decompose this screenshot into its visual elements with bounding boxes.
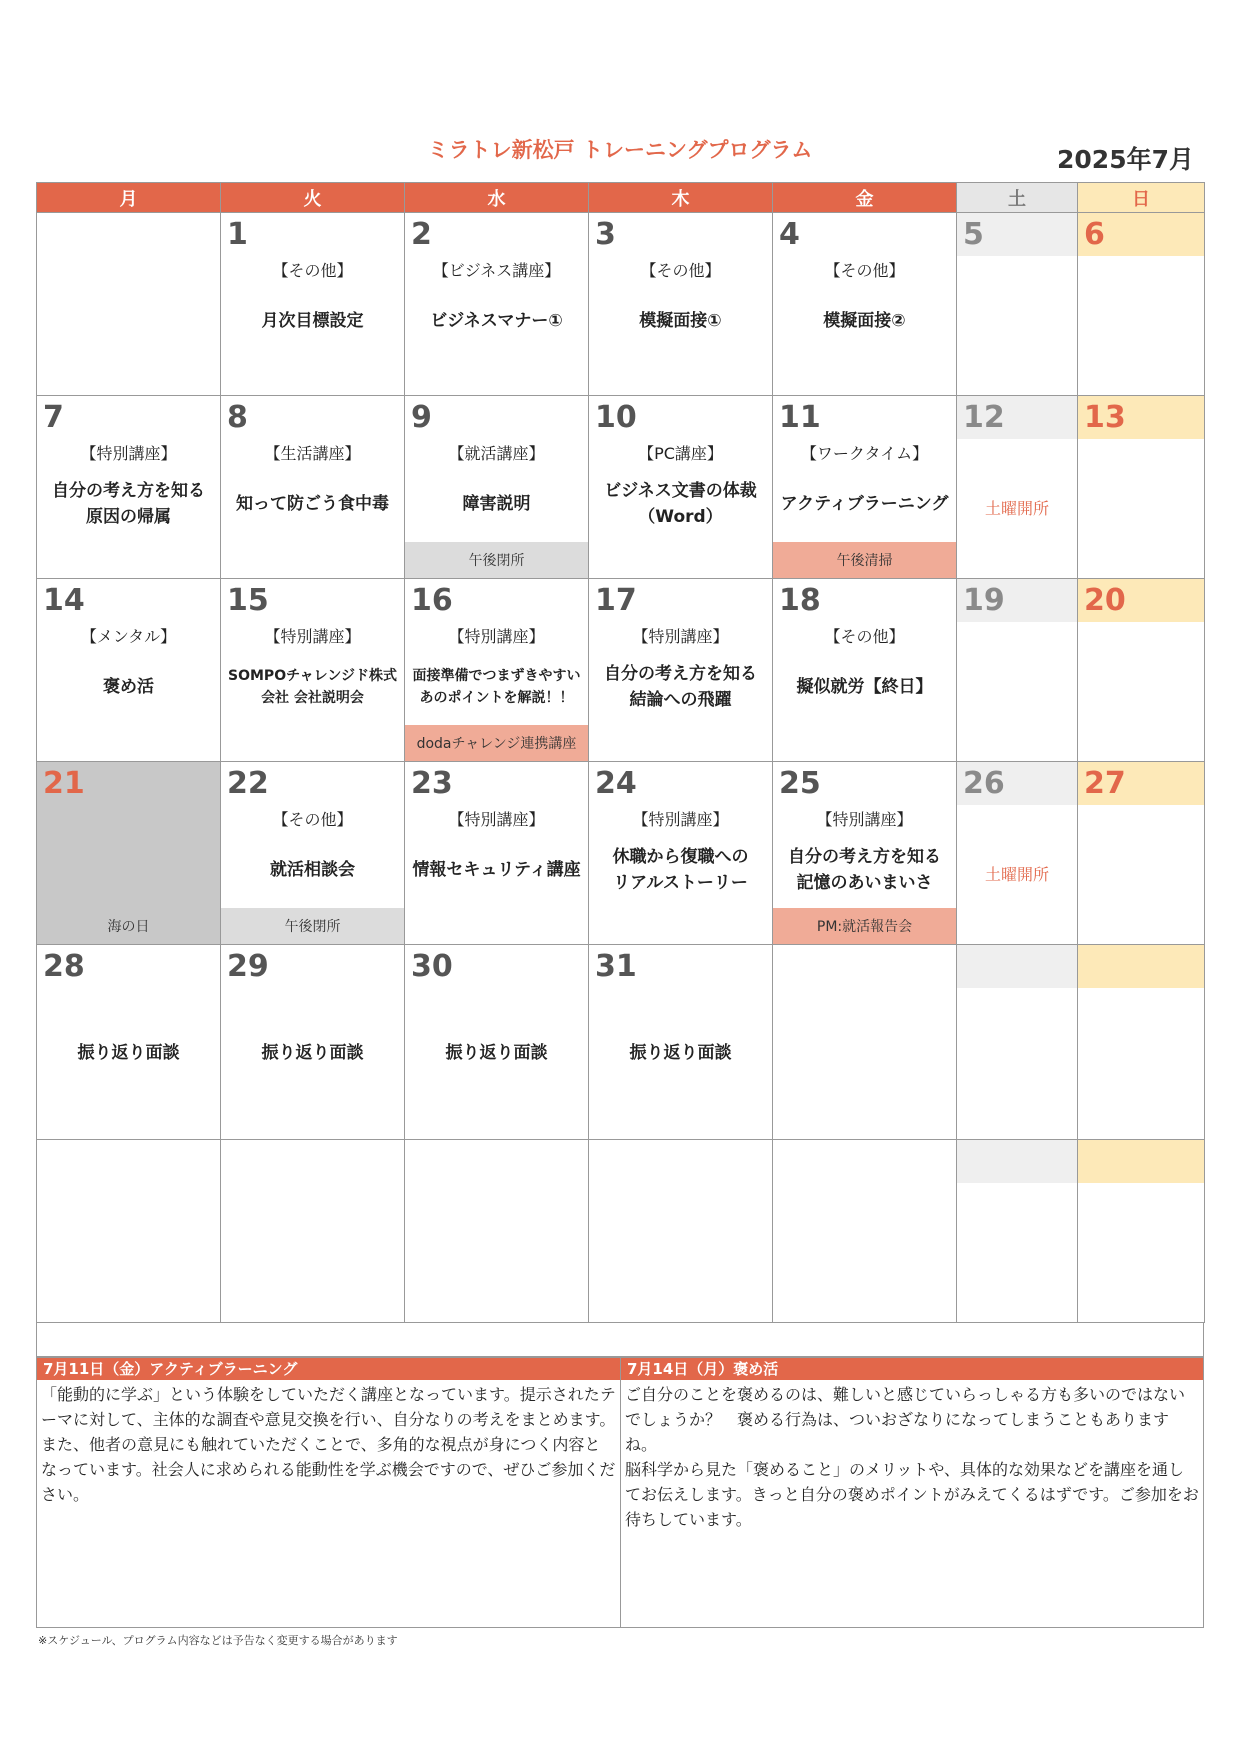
- day-footnote: 午後閉所: [405, 542, 588, 578]
- day-number: 22: [227, 765, 269, 801]
- program-title: 模擬面接②: [823, 311, 906, 331]
- program-category: 【特別講座】: [632, 810, 729, 829]
- weekday-fri: 金: [773, 183, 957, 213]
- day-number: 1: [227, 216, 248, 252]
- day-footnote: PM:就活報告会: [773, 908, 956, 944]
- day-number: 29: [227, 948, 269, 984]
- program-title: 振り返り面談: [629, 1043, 732, 1063]
- program-title: 障害説明: [462, 494, 531, 514]
- program-category: 【特別講座】: [448, 810, 545, 829]
- week-row: [37, 396, 1205, 579]
- program-category: 【ワークタイム】: [800, 444, 929, 463]
- day-cell-17: [589, 579, 773, 762]
- day-number: 4: [779, 216, 800, 252]
- day-cell-4: [773, 213, 957, 396]
- day-number: 21: [43, 765, 85, 801]
- day-cell-empty: [1078, 1140, 1205, 1323]
- day-footnote: dodaチャレンジ連携講座: [405, 725, 588, 761]
- week-row: [37, 1140, 1205, 1323]
- saturday-open-note: 土曜開所: [984, 865, 1049, 884]
- day-cell-7: [37, 396, 221, 579]
- day-cell-2: [405, 213, 589, 396]
- day-cell-11: [773, 396, 957, 579]
- weekday-header-row: [37, 183, 1205, 213]
- weekday-thu: 木: [589, 183, 773, 213]
- program-title: 就活相談会: [270, 860, 355, 880]
- day-cell-empty: [37, 213, 221, 396]
- day-cell-14: [37, 579, 221, 762]
- program-category: 【特別講座】: [80, 444, 177, 463]
- day-number: 20: [1084, 582, 1126, 618]
- note-body: 「能動的に学ぶ」という体験をしていただく講座となっています。提示されたテーマに対して、主体的な調査や意見交換を行い、自分なりの考えをまとめます。また、他者の意見にも触れていただくことで、多角的な視点が身につく内容となっています。社会人に求められる能動性を学ぶ機会ですので、ぜひご参加ください。: [41, 1385, 616, 1504]
- day-number: 10: [595, 399, 637, 435]
- day-number: 19: [963, 582, 1005, 618]
- day-cell-empty: [589, 1140, 773, 1323]
- program-category: 【その他】: [272, 810, 353, 829]
- day-number: 23: [411, 765, 453, 801]
- day-footnote: 午後閉所: [221, 908, 404, 944]
- week-row: [37, 579, 1205, 762]
- program-title: 自分の考え方を知る 原因の帰属: [52, 481, 205, 527]
- day-number: 24: [595, 765, 637, 801]
- program-category: 【特別講座】: [816, 810, 913, 829]
- day-cell-29: [221, 945, 405, 1140]
- program-category: 【その他】: [272, 261, 353, 280]
- program-title: 振り返り面談: [261, 1043, 364, 1063]
- weekday-tue: 火: [221, 183, 405, 213]
- day-cell-1: [221, 213, 405, 396]
- day-number: 28: [43, 948, 85, 984]
- program-category: 【生活講座】: [264, 444, 361, 463]
- program-category: 【その他】: [640, 261, 721, 280]
- weekday-sun: 日: [1078, 183, 1205, 213]
- day-cell-13: [1078, 396, 1205, 579]
- day-number: 11: [779, 399, 821, 435]
- day-number: 27: [1084, 765, 1126, 801]
- program-category: 【メンタル】: [80, 627, 177, 646]
- day-cell-empty: [957, 945, 1078, 1140]
- day-cell-empty: [957, 1140, 1078, 1323]
- program-title: 自分の考え方を知る 記憶のあいまいさ: [788, 847, 941, 893]
- program-category: 【PC講座】: [638, 444, 723, 463]
- day-cell-9: [405, 396, 589, 579]
- day-cell-31: [589, 945, 773, 1140]
- program-title: ビジネス文書の体裁 （Word）: [604, 481, 757, 527]
- program-title: 褒め活: [103, 677, 154, 697]
- spacer-row: [36, 1322, 1204, 1357]
- day-cell-empty: [221, 1140, 405, 1323]
- day-number: 3: [595, 216, 616, 252]
- day-cell-22: [221, 762, 405, 945]
- day-cell-empty: [773, 945, 957, 1140]
- program-category: 【就活講座】: [448, 444, 545, 463]
- day-cell-empty: [37, 1140, 221, 1323]
- week-row: [37, 213, 1205, 396]
- day-number: 14: [43, 582, 85, 618]
- program-title: 振り返り面談: [445, 1043, 548, 1063]
- note-left: [37, 1358, 620, 1627]
- day-cell-26: [957, 762, 1078, 945]
- weekday-wed: 水: [405, 183, 589, 213]
- program-category: 【ビジネス講座】: [432, 261, 561, 280]
- day-number: 9: [411, 399, 432, 435]
- day-number: 30: [411, 948, 453, 984]
- day-cell-empty: [405, 1140, 589, 1323]
- day-number: 13: [1084, 399, 1126, 435]
- program-category: 【特別講座】: [448, 627, 545, 646]
- weekday-mon: 月: [37, 183, 221, 213]
- week-row: [37, 945, 1205, 1140]
- program-title: ビジネスマナー①: [430, 311, 563, 331]
- program-category: 【その他】: [824, 627, 905, 646]
- program-title: SOMPOチャレンジド株式 会社 会社説明会: [228, 668, 397, 706]
- day-number: 2: [411, 216, 432, 252]
- program-title: 擬似就労【終日】: [796, 677, 933, 697]
- calendar-grid: [36, 182, 1205, 1323]
- day-cell-10: [589, 396, 773, 579]
- day-cell-8: [221, 396, 405, 579]
- day-number: 25: [779, 765, 821, 801]
- day-cell-5: [957, 213, 1078, 396]
- program-title: アクティブラーニング: [780, 494, 949, 514]
- day-number: 17: [595, 582, 637, 618]
- program-category: 【特別講座】: [264, 627, 361, 646]
- day-cell-27: [1078, 762, 1205, 945]
- day-number: 18: [779, 582, 821, 618]
- day-cell-empty: [1078, 945, 1205, 1140]
- day-cell-15: [221, 579, 405, 762]
- day-cell-20: [1078, 579, 1205, 762]
- program-title: 自分の考え方を知る 結論への飛躍: [604, 664, 757, 710]
- note-heading: 7月11日（金）アクティブラーニング: [37, 1358, 620, 1380]
- day-cell-19: [957, 579, 1078, 762]
- day-cell-18: [773, 579, 957, 762]
- disclaimer: ※スケジュール、プログラム内容などは予告なく変更する場合があります: [38, 1634, 398, 1647]
- day-cell-12: [957, 396, 1078, 579]
- program-title: 休職から復職への リアルストーリー: [612, 847, 749, 893]
- day-cell-21-holiday: [37, 762, 221, 945]
- day-number: 12: [963, 399, 1005, 435]
- day-cell-3: [589, 213, 773, 396]
- day-number: 31: [595, 948, 637, 984]
- day-cell-23: [405, 762, 589, 945]
- program-notes: [36, 1357, 1204, 1628]
- day-number: 5: [963, 216, 984, 252]
- page-title: ミラトレ新松戸 トレーニングプログラム: [427, 138, 813, 162]
- day-cell-6: [1078, 213, 1205, 396]
- program-category: 【特別講座】: [632, 627, 729, 646]
- program-title: 知って防ごう食中毒: [236, 494, 389, 514]
- day-number: 7: [43, 399, 64, 435]
- day-number: 15: [227, 582, 269, 618]
- day-number: 26: [963, 765, 1005, 801]
- note-heading: 7月14日（月）褒め活: [621, 1358, 1203, 1380]
- note-right: [620, 1358, 1203, 1627]
- day-number: 8: [227, 399, 248, 435]
- day-footnote: 午後清掃: [773, 542, 956, 578]
- day-number: 16: [411, 582, 453, 618]
- program-title: 情報セキュリティ講座: [412, 860, 581, 880]
- program-title: 振り返り面談: [77, 1043, 180, 1063]
- week-row: [37, 762, 1205, 945]
- day-cell-28: [37, 945, 221, 1140]
- program-title: 月次目標設定: [261, 311, 364, 331]
- day-cell-24: [589, 762, 773, 945]
- day-number: 6: [1084, 216, 1105, 252]
- note-body: ご自分のことを褒めるのは、難しいと感じていらっしゃる方も多いのではないでしょうか？ 褒める行為は、ついおざなりになってしまうこともありますね。 脳科学から見た「褒めること」のメリットや、具体的な効果などを講座を通してお伝えします。きっと自分の褒めポイントがみえてくるはずです。ご参加をお待ちしています。: [625, 1385, 1199, 1529]
- holiday-label: 海の日: [107, 919, 150, 935]
- day-cell-empty: [773, 1140, 957, 1323]
- weekday-sat: 土: [957, 183, 1078, 213]
- day-cell-16: [405, 579, 589, 762]
- saturday-open-note: 土曜開所: [984, 499, 1049, 518]
- month-label: 2025年7月: [1057, 145, 1194, 174]
- program-title: 面接準備でつまずきやすい あのポイントを解説！！: [412, 668, 581, 706]
- day-cell-30: [405, 945, 589, 1140]
- program-category: 【その他】: [824, 261, 905, 280]
- program-title: 模擬面接①: [639, 311, 722, 331]
- day-cell-25: [773, 762, 957, 945]
